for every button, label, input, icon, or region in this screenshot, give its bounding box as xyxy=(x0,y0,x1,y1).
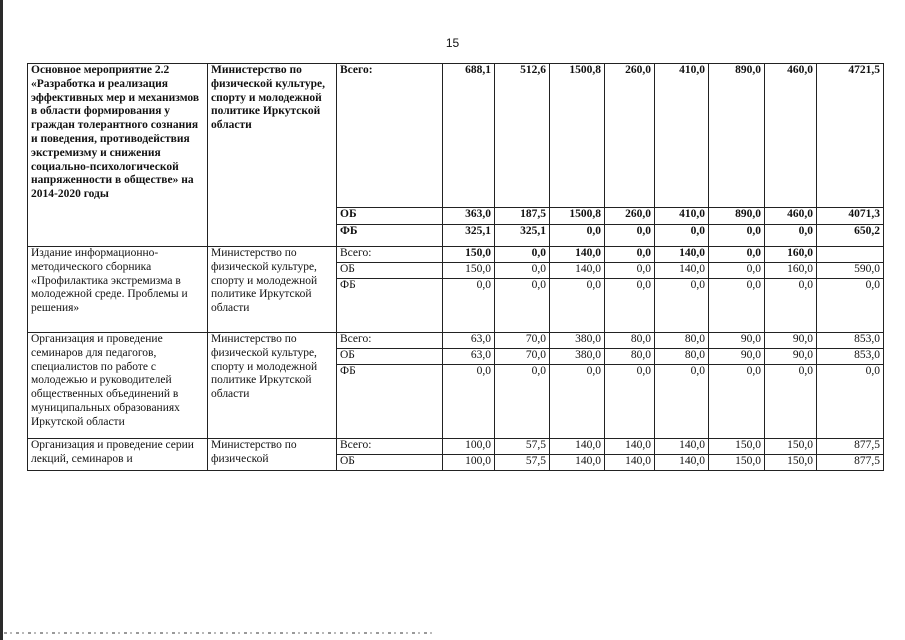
value-cell: 877,5 xyxy=(817,439,884,455)
value-cell: 63,0 xyxy=(443,333,495,349)
value-cell: 140,0 xyxy=(550,263,605,279)
value-cell: 0,0 xyxy=(655,279,709,333)
value-cell: 650,2 xyxy=(817,225,884,247)
value-cell: 150,0 xyxy=(709,455,765,471)
value-cell: 0,0 xyxy=(550,279,605,333)
value-cell: 0,0 xyxy=(817,365,884,439)
page-number: 15 xyxy=(445,36,460,50)
value-cell: 90,0 xyxy=(709,333,765,349)
funding-label: Всего: xyxy=(337,333,443,349)
value-cell: 140,0 xyxy=(655,439,709,455)
value-cell: 0,0 xyxy=(550,365,605,439)
value-cell: 4071,3 xyxy=(817,208,884,225)
value-cell: 80,0 xyxy=(605,333,655,349)
funding-label: Всего: xyxy=(337,64,443,208)
funding-label: ФБ xyxy=(337,365,443,439)
value-cell: 90,0 xyxy=(765,333,817,349)
value-cell: 140,0 xyxy=(550,455,605,471)
value-cell: 80,0 xyxy=(605,349,655,365)
executor-cell: Министерство по физической культуре, спорту и молодежной политике Иркутской области xyxy=(208,247,337,333)
value-cell: 590,0 xyxy=(817,263,884,279)
value-cell: 160,0 xyxy=(765,263,817,279)
funding-label: ОБ xyxy=(337,349,443,365)
funding-label: ОБ xyxy=(337,208,443,225)
activity-cell: Организация и проведение серии лекций, семинаров и xyxy=(28,439,208,471)
value-cell: 140,0 xyxy=(550,247,605,263)
value-cell: 877,5 xyxy=(817,455,884,471)
value-cell: 90,0 xyxy=(765,349,817,365)
value-cell: 0,0 xyxy=(495,263,550,279)
table-row xyxy=(28,439,884,455)
value-cell: 0,0 xyxy=(495,279,550,333)
funding-label: ОБ xyxy=(337,263,443,279)
executor-cell: Министерство по физической культуре, спорту и молодежной политике Иркутской области xyxy=(208,64,337,247)
table-row xyxy=(28,247,884,263)
value-cell: 63,0 xyxy=(443,349,495,365)
value-cell: 100,0 xyxy=(443,455,495,471)
funding-label: ФБ xyxy=(337,279,443,333)
value-cell: 0,0 xyxy=(605,247,655,263)
scan-edge xyxy=(0,0,3,640)
value-cell: 0,0 xyxy=(765,225,817,247)
activity-cell: Основное мероприятие 2.2 «Разработка и реализация эффективных мер и механизмов в области формирования у граждан толерантного сознания и поведения, противодействия экстремизму и снижения социально-психологической напряженности в обществе» на 2014-2020 годы xyxy=(28,64,208,247)
value-cell: 0,0 xyxy=(765,279,817,333)
value-cell: 140,0 xyxy=(655,263,709,279)
funding-label: ФБ xyxy=(337,225,443,247)
value-cell: 150,0 xyxy=(709,439,765,455)
value-cell: 363,0 xyxy=(443,208,495,225)
value-cell: 260,0 xyxy=(605,64,655,208)
value-cell: 410,0 xyxy=(655,208,709,225)
value-cell: 70,0 xyxy=(495,333,550,349)
executor-cell: Министерство по физической культуре, спорту и молодежной политике Иркутской области xyxy=(208,333,337,439)
table-row xyxy=(28,64,884,208)
value-cell: 0,0 xyxy=(605,279,655,333)
value-cell: 80,0 xyxy=(655,349,709,365)
value-cell: 460,0 xyxy=(765,208,817,225)
value-cell: 187,5 xyxy=(495,208,550,225)
value-cell: 0,0 xyxy=(443,365,495,439)
budget-table xyxy=(27,63,884,471)
value-cell: 260,0 xyxy=(605,208,655,225)
value-cell: 0,0 xyxy=(709,263,765,279)
value-cell: 4721,5 xyxy=(817,64,884,208)
value-cell: 890,0 xyxy=(709,64,765,208)
value-cell: 0,0 xyxy=(605,225,655,247)
value-cell: 1500,8 xyxy=(550,64,605,208)
value-cell: 160,0 xyxy=(765,247,817,263)
value-cell: 688,1 xyxy=(443,64,495,208)
value-cell: 380,0 xyxy=(550,333,605,349)
value-cell: 890,0 xyxy=(709,208,765,225)
value-cell: 90,0 xyxy=(709,349,765,365)
value-cell: 460,0 xyxy=(765,64,817,208)
value-cell: 57,5 xyxy=(495,455,550,471)
scan-footer-artifact xyxy=(4,632,434,634)
value-cell: 325,1 xyxy=(495,225,550,247)
value-cell: 150,0 xyxy=(443,247,495,263)
value-cell: 80,0 xyxy=(655,333,709,349)
value-cell: 0,0 xyxy=(709,365,765,439)
value-cell: 853,0 xyxy=(817,349,884,365)
value-cell: 150,0 xyxy=(765,455,817,471)
value-cell: 853,0 xyxy=(817,333,884,349)
activity-cell: Организация и проведение семинаров для педагогов, специалистов по работе с молодежью и руководителей общественных объединений в муниципальных образованиях Иркутской области xyxy=(28,333,208,439)
value-cell: 140,0 xyxy=(605,455,655,471)
value-cell: 0,0 xyxy=(550,225,605,247)
value-cell: 57,5 xyxy=(495,439,550,455)
value-cell: 0,0 xyxy=(495,247,550,263)
value-cell: 150,0 xyxy=(443,263,495,279)
value-cell: 100,0 xyxy=(443,439,495,455)
value-cell: 0,0 xyxy=(709,247,765,263)
value-cell: 0,0 xyxy=(605,263,655,279)
value-cell: 0,0 xyxy=(443,279,495,333)
funding-label: Всего: xyxy=(337,247,443,263)
value-cell: 325,1 xyxy=(443,225,495,247)
value-cell: 0,0 xyxy=(495,365,550,439)
value-cell: 1500,8 xyxy=(550,208,605,225)
value-cell: 512,6 xyxy=(495,64,550,208)
value-cell xyxy=(817,247,884,263)
funding-label: ОБ xyxy=(337,455,443,471)
value-cell: 410,0 xyxy=(655,64,709,208)
value-cell: 70,0 xyxy=(495,349,550,365)
value-cell: 0,0 xyxy=(655,225,709,247)
executor-cell: Министерство по физической xyxy=(208,439,337,471)
value-cell: 380,0 xyxy=(550,349,605,365)
value-cell: 0,0 xyxy=(709,225,765,247)
value-cell: 0,0 xyxy=(655,365,709,439)
funding-label: Всего: xyxy=(337,439,443,455)
value-cell: 140,0 xyxy=(655,455,709,471)
table-row xyxy=(28,333,884,349)
value-cell: 150,0 xyxy=(765,439,817,455)
value-cell: 140,0 xyxy=(550,439,605,455)
activity-cell: Издание информационно-методического сборника «Профилактика экстремизма в молодежной среде. Проблемы и решения» xyxy=(28,247,208,333)
value-cell: 0,0 xyxy=(605,365,655,439)
value-cell: 0,0 xyxy=(765,365,817,439)
value-cell: 140,0 xyxy=(605,439,655,455)
value-cell: 0,0 xyxy=(709,279,765,333)
value-cell: 140,0 xyxy=(655,247,709,263)
value-cell: 0,0 xyxy=(817,279,884,333)
